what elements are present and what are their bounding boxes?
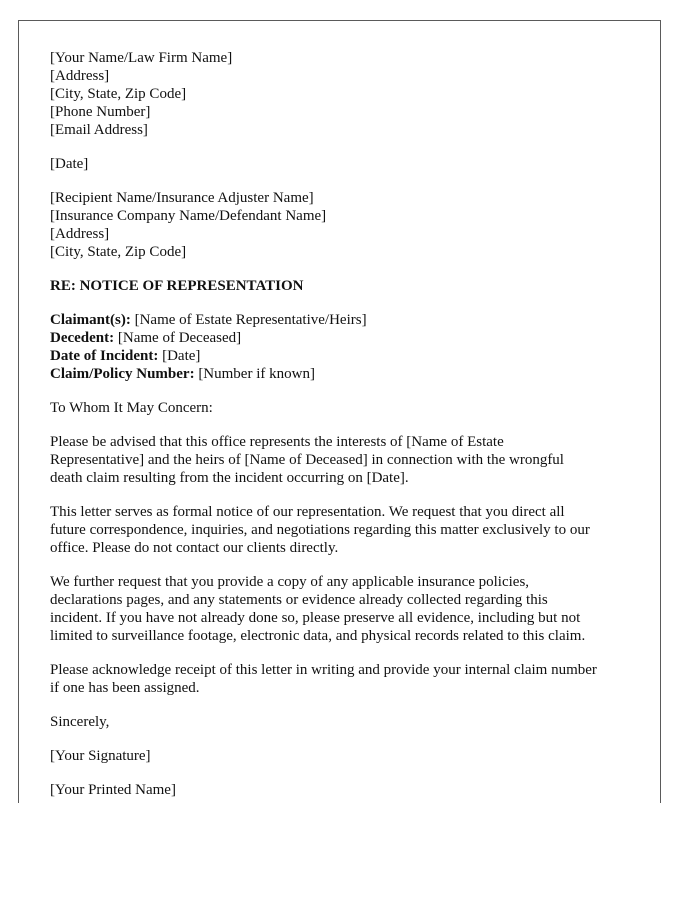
detail-claim-number xyxy=(50,365,640,383)
printed-name-text: [Your Printed Name] xyxy=(50,782,176,798)
paragraph-line: Please be advised that this office represents the interests of [Name of Estate xyxy=(50,434,504,450)
paragraph-line: Please acknowledge receipt of this letter in writing and provide your internal claim number xyxy=(50,662,597,678)
sender-city-state-zip: [City, State, Zip Code] xyxy=(50,86,187,102)
paragraph-notice xyxy=(50,503,640,557)
recipient-city-state-zip: [City, State, Zip Code] xyxy=(50,244,187,260)
paragraph-line: limited to surveillance footage, electronic data, and physical records related to this claim. xyxy=(50,628,586,644)
detail-decedent xyxy=(50,329,640,347)
subject-block xyxy=(50,277,640,295)
detail-date-of-incident xyxy=(50,347,640,365)
paragraph-representation xyxy=(50,433,640,487)
details-block xyxy=(50,311,640,383)
paragraph-acknowledge xyxy=(50,661,640,697)
paragraph-line: declarations pages, and any statements or evidence already collected regarding this xyxy=(50,592,548,608)
paragraph-line: death claim resulting from the incident occurring on [Date]. xyxy=(50,470,409,486)
detail-label: Claimant(s): xyxy=(50,312,131,328)
paragraph-line: Representative] and the heirs of [Name of Deceased] in connection with the wrongful xyxy=(50,452,564,468)
paragraph-line: We further request that you provide a copy of any applicable insurance policies, xyxy=(50,574,530,590)
printed-name xyxy=(50,781,640,799)
paragraph-line: office. Please do not contact our clients directly. xyxy=(50,540,339,556)
paragraph-line: This letter serves as formal notice of our representation. We request that you direct all xyxy=(50,504,565,520)
recipient-address: [Address] xyxy=(50,226,110,242)
paragraph-line: if one has been assigned. xyxy=(50,680,200,696)
signature-text: [Your Signature] xyxy=(50,748,151,764)
paragraph-evidence xyxy=(50,573,640,645)
detail-value: [Date] xyxy=(158,348,201,364)
detail-label: Decedent: xyxy=(50,330,115,346)
recipient-name: [Recipient Name/Insurance Adjuster Name] xyxy=(50,190,314,206)
sender-name: [Your Name/Law Firm Name] xyxy=(50,50,233,66)
letter-date: [Date] xyxy=(50,156,89,172)
closing-text: Sincerely, xyxy=(50,714,110,730)
date-block xyxy=(50,155,640,173)
letter-page xyxy=(18,20,661,803)
closing xyxy=(50,713,640,731)
salutation-text: To Whom It May Concern: xyxy=(50,400,213,416)
detail-label: Claim/Policy Number: xyxy=(50,366,195,382)
detail-claimants xyxy=(50,311,640,329)
signature xyxy=(50,747,640,765)
paragraph-line: incident. If you have not already done so, please preserve all evidence, including but not xyxy=(50,610,581,626)
sender-block xyxy=(50,49,640,139)
sender-address: [Address] xyxy=(50,68,110,84)
sender-phone: [Phone Number] xyxy=(50,104,151,120)
detail-value: [Name of Estate Representative/Heirs] xyxy=(130,312,367,328)
recipient-company: [Insurance Company Name/Defendant Name] xyxy=(50,208,327,224)
subject-heading: RE: NOTICE OF REPRESENTATION xyxy=(50,278,304,294)
paragraph-line: future correspondence, inquiries, and negotiations regarding this matter exclusively to our xyxy=(50,522,590,538)
detail-label: Date of Incident: xyxy=(50,348,159,364)
detail-value: [Number if known] xyxy=(194,366,315,382)
recipient-block xyxy=(50,189,640,261)
sender-email: [Email Address] xyxy=(50,122,148,138)
detail-value: [Name of Deceased] xyxy=(114,330,242,346)
letter-body xyxy=(50,49,640,803)
salutation xyxy=(50,399,640,417)
